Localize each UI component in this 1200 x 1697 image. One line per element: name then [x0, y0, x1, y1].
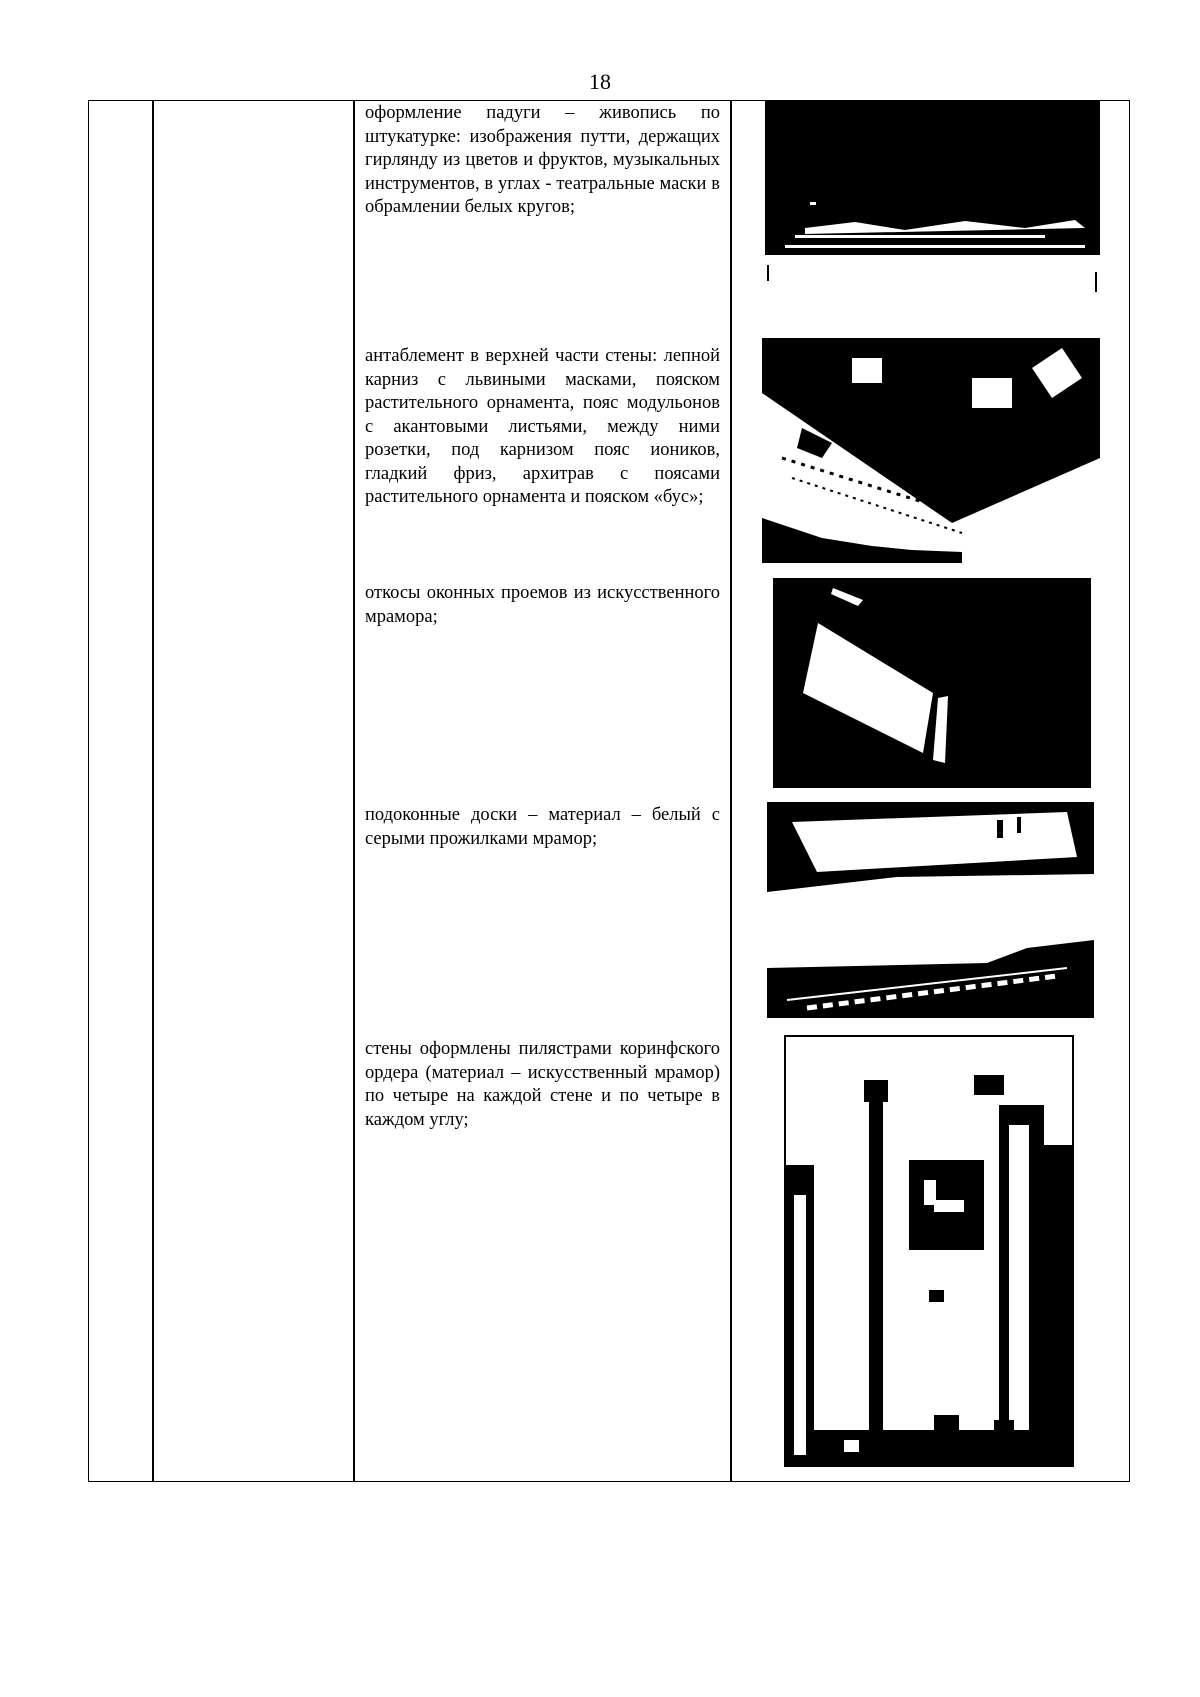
row-1-description: оформление падуги – живопись по штукатурке: изображения путти, держащих гирлянду из цветов и фруктов, музыкальных инструментов, в углах - театральные маски в обрамлении белых кругов;: [365, 103, 720, 217]
row-5-description: стены оформлены пилястрами коринфского ордера (материал – искусственный мрамор) по четыре на каждой стене и по четыре в каждом углу;: [365, 1039, 720, 1130]
column-divider-3: [730, 100, 732, 1482]
photo-window-reveal: [773, 578, 1091, 788]
row-2-description: антаблемент в верхней части стены: лепной карниз с львиными масками, пояском растительного орнамента, пояс модульонов с акантовыми листьями, между ними розетки, под карнизом пояс иоников, гладкий фриз, архитрав с поясами растительного орнамента и пояском «бус»;: [365, 346, 720, 507]
column-divider-2: [353, 100, 355, 1482]
photo-entablature: [762, 338, 1100, 563]
page-number: 18: [589, 69, 611, 94]
row-3-description: откосы оконных проемов из искусственного мрамора;: [365, 583, 720, 627]
photo-windowsill-bottom: [767, 938, 1094, 1018]
column-divider-1: [152, 100, 154, 1482]
photo-windowsill-top: [767, 802, 1094, 920]
photo-padug-painting: [765, 100, 1100, 300]
row-4-description: подоконные доски – материал – белый с серыми прожилками мрамор;: [365, 805, 720, 849]
photo-corinthian-pilasters: [784, 1035, 1074, 1467]
